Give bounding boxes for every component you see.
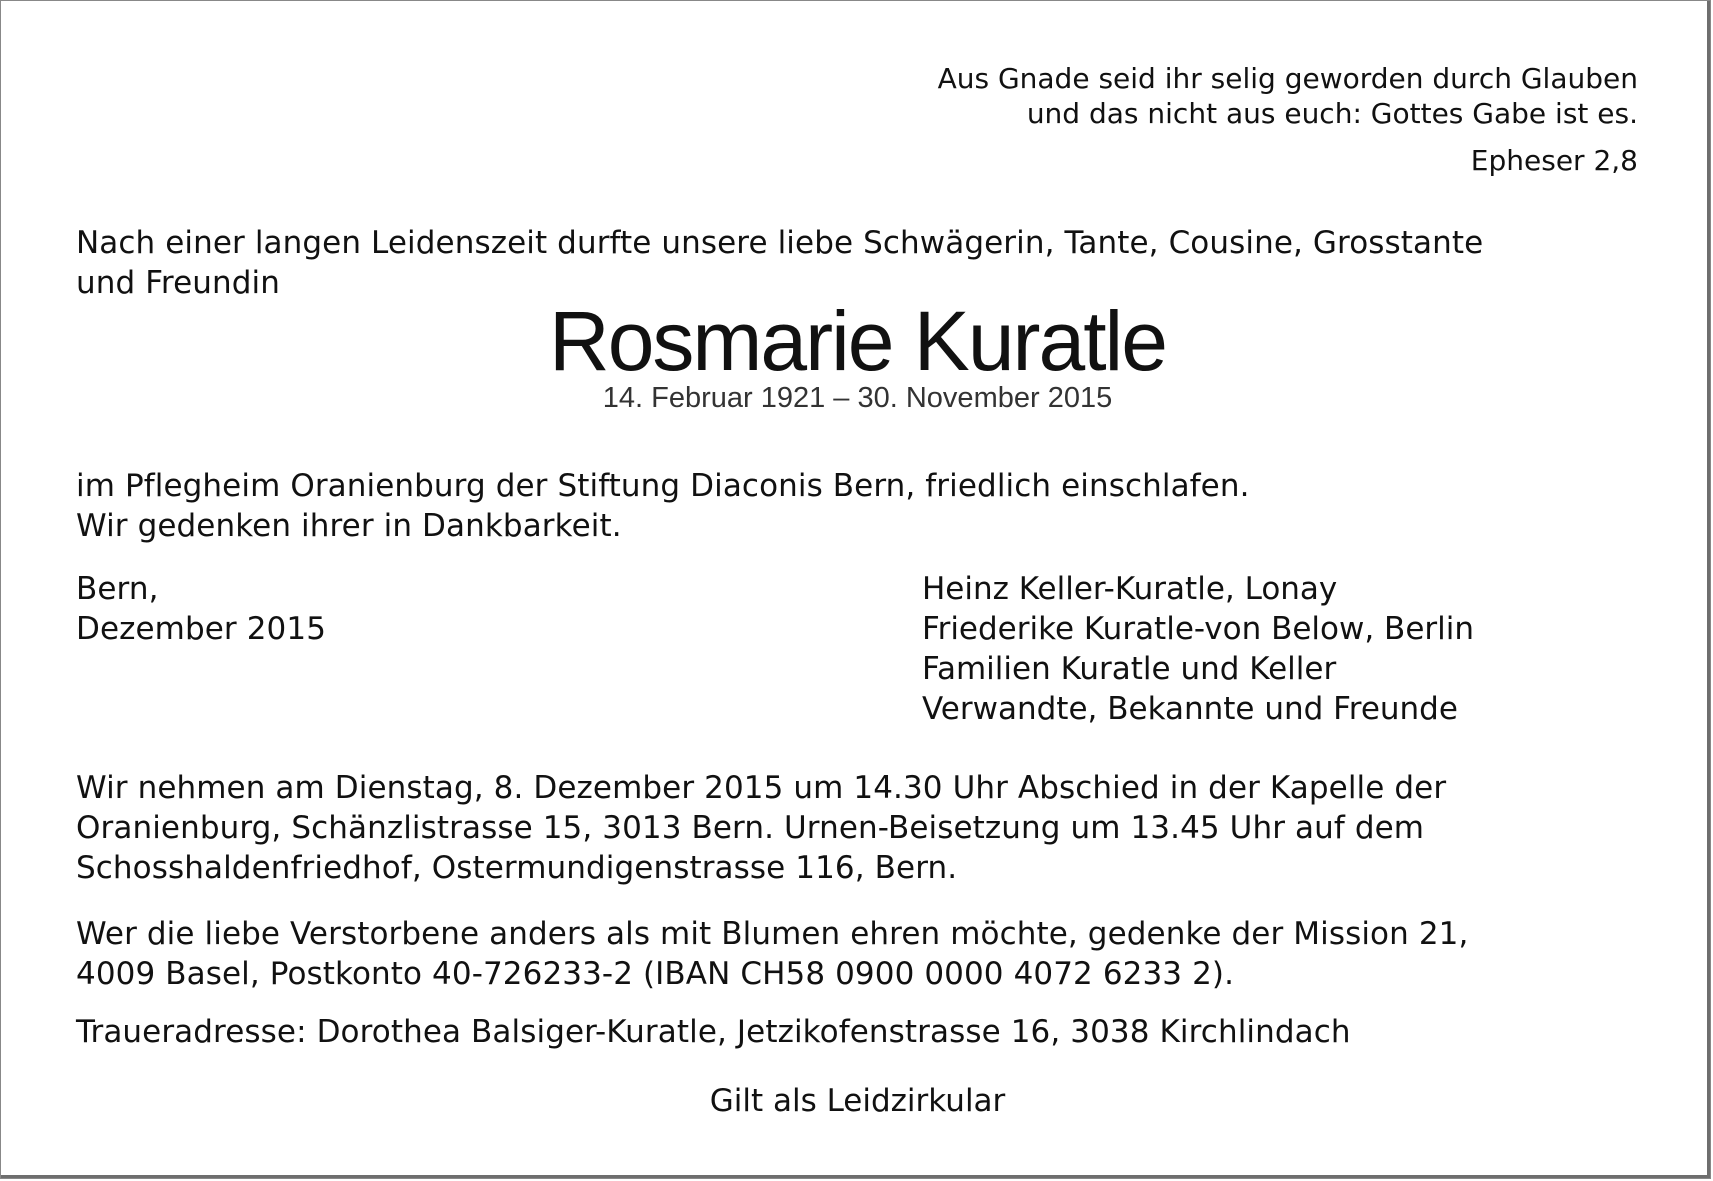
signers-list bbox=[922, 569, 1474, 729]
passing-line-2: Wir gedenken ihrer in Dankbarkeit. bbox=[76, 508, 622, 544]
farewell-line-3: Schosshaldenfriedhof, Ostermundigenstrasse 116, Bern. bbox=[76, 850, 958, 886]
passing-text bbox=[76, 466, 1250, 546]
signer: Friederike Kuratle-von Below, Berlin bbox=[922, 611, 1475, 647]
signer: Familien Kuratle und Keller bbox=[922, 651, 1337, 687]
deceased-name: Rosmarie Kuratle bbox=[549, 294, 1166, 388]
farewell-text bbox=[76, 768, 1446, 888]
signer: Verwandte, Bekannte und Freunde bbox=[922, 691, 1458, 727]
place-and-date bbox=[76, 569, 326, 649]
donation-text bbox=[76, 914, 1468, 994]
farewell-line-2: Oranienburg, Schänzlistrasse 15, 3013 Bern. Urnen-Beisetzung um 13.45 Uhr auf dem bbox=[76, 810, 1425, 846]
date: Dezember 2015 bbox=[76, 611, 327, 647]
donation-line-2: 4009 Basel, Postkonto 40-726233-2 (IBAN CH58 0900 0000 4072 6233 2). bbox=[76, 956, 1235, 992]
life-dates: 14. Februar 1921 – 30. November 2015 bbox=[602, 382, 1113, 414]
bible-verse bbox=[938, 61, 1638, 131]
intro-line-1: Nach einer langen Leidenszeit durfte unsere liebe Schwägerin, Tante, Cousine, Grosstante bbox=[76, 225, 1484, 261]
intro-line-2: und Freundin bbox=[76, 265, 280, 301]
circular-note: Gilt als Leidzirkular bbox=[709, 1083, 1006, 1119]
verse-line-1: Aus Gnade seid ihr selig geworden durch Glauben bbox=[937, 62, 1638, 95]
place: Bern, bbox=[76, 571, 159, 607]
signer: Heinz Keller-Kuratle, Lonay bbox=[922, 571, 1338, 607]
passing-line-1: im Pflegheim Oranienburg der Stiftung Diaconis Bern, friedlich einschlafen. bbox=[76, 468, 1250, 504]
verse-line-2: und das nicht aus euch: Gottes Gabe ist es. bbox=[1026, 97, 1638, 130]
farewell-line-1: Wir nehmen am Dienstag, 8. Dezember 2015 um 14.30 Uhr Abschied in der Kapelle der bbox=[76, 770, 1447, 806]
donation-line-1: Wer die liebe Verstorbene anders als mit Blumen ehren möchte, gedenke der Mission 21, bbox=[76, 916, 1469, 952]
intro-text bbox=[76, 223, 1483, 303]
mourning-address: Traueradresse: Dorothea Balsiger-Kuratle, Jetzikofenstrasse 16, 3038 Kirchlindach bbox=[76, 1014, 1351, 1050]
verse-reference: Epheser 2,8 bbox=[1470, 144, 1638, 177]
